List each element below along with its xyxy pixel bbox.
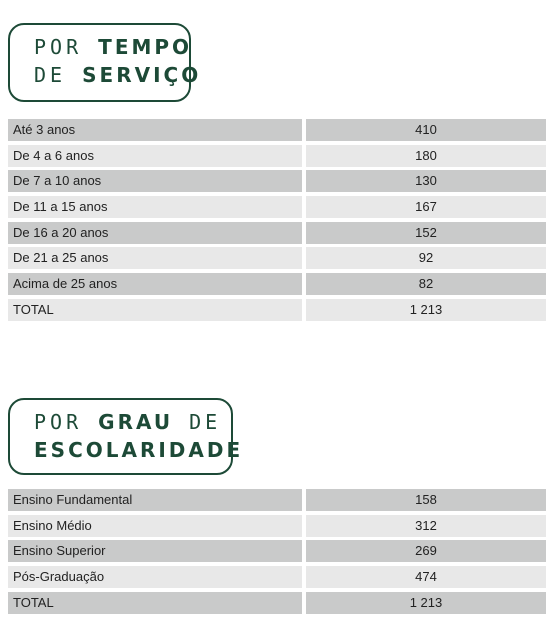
- row-value: 269: [306, 540, 546, 562]
- row-value: 158: [306, 489, 546, 511]
- row-value: 1 213: [306, 592, 546, 614]
- section-title-grau-escolaridade: [8, 398, 244, 475]
- title-word: ESCOLARIDADE: [34, 438, 244, 462]
- table-row: [8, 299, 546, 321]
- title-word: GRAU: [98, 410, 174, 434]
- row-label: Pós-Graduação: [8, 566, 302, 588]
- row-label: TOTAL: [8, 592, 302, 614]
- table-row: [8, 540, 546, 562]
- row-value: 130: [306, 170, 546, 192]
- row-label: De 11 a 15 anos: [8, 196, 302, 218]
- table-row: [8, 592, 546, 614]
- title-word: SERVIÇO: [82, 63, 202, 87]
- table-row: [8, 273, 546, 295]
- row-value: 167: [306, 196, 546, 218]
- row-label: De 7 a 10 anos: [8, 170, 302, 192]
- row-label: De 4 a 6 anos: [8, 145, 302, 167]
- row-value: 180: [306, 145, 546, 167]
- title-word: TEMPO: [98, 35, 193, 59]
- row-value: 1 213: [306, 299, 546, 321]
- title-word: DE: [189, 410, 222, 434]
- row-label: Ensino Fundamental: [8, 489, 302, 511]
- section-title-tempo-servico: [8, 23, 202, 102]
- row-label: De 21 a 25 anos: [8, 247, 302, 269]
- row-label: TOTAL: [8, 299, 302, 321]
- table-row: [8, 196, 546, 218]
- table-row: [8, 145, 546, 167]
- row-label: Ensino Superior: [8, 540, 302, 562]
- table-grau-escolaridade: [8, 489, 546, 617]
- table-row: [8, 566, 546, 588]
- row-label: Acima de 25 anos: [8, 273, 302, 295]
- row-label: Ensino Médio: [8, 515, 302, 537]
- row-label: Até 3 anos: [8, 119, 302, 141]
- row-value: 152: [306, 222, 546, 244]
- table-tempo-servico: [8, 119, 546, 325]
- title-word: DE: [34, 63, 67, 87]
- row-value: 92: [306, 247, 546, 269]
- table-row: [8, 515, 546, 537]
- row-value: 474: [306, 566, 546, 588]
- row-value: 312: [306, 515, 546, 537]
- row-label: De 16 a 20 anos: [8, 222, 302, 244]
- table-row: [8, 222, 546, 244]
- table-row: [8, 170, 546, 192]
- row-value: 82: [306, 273, 546, 295]
- table-row: [8, 119, 546, 141]
- row-value: 410: [306, 119, 546, 141]
- title-word: POR: [34, 410, 83, 434]
- table-row: [8, 247, 546, 269]
- table-row: [8, 489, 546, 511]
- title-word: POR: [34, 35, 83, 59]
